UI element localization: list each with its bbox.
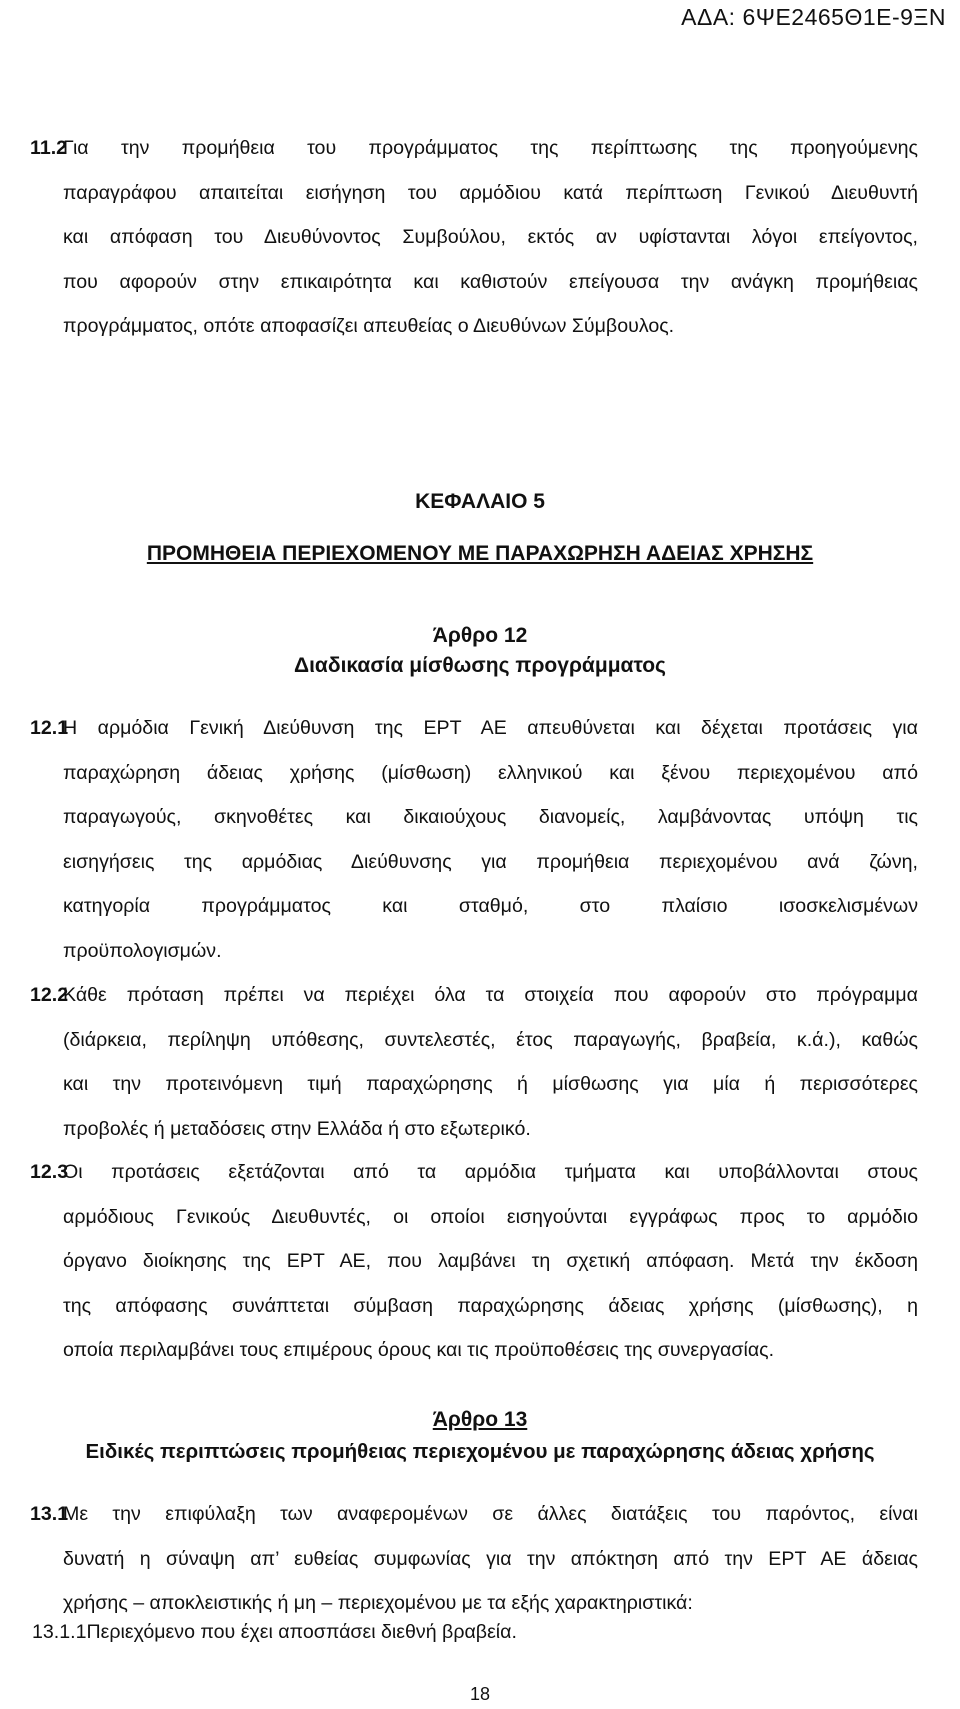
page-number: 18 bbox=[469, 1684, 491, 1704]
text-line: προϋπολογισμών. bbox=[63, 939, 222, 962]
paragraph-number: 12.3 bbox=[30, 1161, 69, 1183]
article-12-subtitle: Διαδικασία μίσθωσης προγράμματος bbox=[294, 654, 666, 677]
ada-code: ΑΔΑ: 6ΨΕ2465Θ1Ε-9ΞΝ bbox=[681, 4, 946, 30]
paragraph-text bbox=[63, 706, 918, 973]
text-line: προβολές ή μεταδόσεις στην Ελλάδα ή στο εξωτερικό. bbox=[63, 1117, 531, 1140]
text-line: που αφορούν στην επικαιρότητα και καθιστούν επείγουσα την ανάγκη προμήθειας bbox=[63, 270, 918, 293]
text-line: παραχώρηση άδειας χρήσης (μίσθωση) ελληνικού και ξένου περιεχομένου από bbox=[63, 761, 918, 784]
paragraph-number: 11.2 bbox=[30, 137, 68, 159]
article-12-title: Άρθρο 12 bbox=[432, 624, 528, 647]
text-line: προγράμματος, οπότε αποφασίζει απευθείας ο Διευθύνων Σύμβουλος. bbox=[63, 315, 675, 337]
paragraph-12-1 bbox=[30, 706, 918, 973]
paragraph-number: 12.2 bbox=[30, 984, 69, 1006]
text-line: Η αρμόδια Γενική Διεύθυνση της ΕΡΤ ΑΕ απευθύνεται και δέχεται προτάσεις για bbox=[63, 717, 918, 739]
text-line: και την προτεινόμενη τιμή παραχώρησης ή μίσθωσης για μία ή περισσότερες bbox=[63, 1073, 918, 1095]
chapter-label: ΚΕΦΑΛΑΙΟ 5 bbox=[415, 490, 545, 513]
text-line: κατηγορία προγράμματος και σταθμό, στο πλαίσιο ισοσκελισμένων bbox=[63, 895, 918, 917]
paragraph-13-1 bbox=[30, 1492, 918, 1626]
text-line: χρήσης – αποκλειστικής ή μη – περιεχομένου με τα εξής χαρακτηριστικά: bbox=[63, 1592, 693, 1614]
paragraph-11-2 bbox=[30, 126, 918, 349]
text-line: παραγράφου απαιτείται εισήγηση του αρμόδιου κατά περίπτωση Γενικού Διευθυντή bbox=[63, 181, 918, 204]
text-line: όργανο διοίκησης της ΕΡΤ ΑΕ, που λαμβάνει τη σχετική απόφαση. Μετά την έκδοση bbox=[63, 1250, 918, 1272]
article-13-title: Άρθρο 13 bbox=[432, 1408, 528, 1431]
paragraph-12-3 bbox=[30, 1150, 918, 1373]
paragraph-number: 13.1 bbox=[30, 1503, 69, 1525]
paragraph-12-2 bbox=[30, 973, 918, 1151]
text-line: Με την επιφύλαξη των αναφερομένων σε άλλες διατάξεις του παρόντος, είναι bbox=[63, 1503, 918, 1525]
text-line: και απόφαση του Διευθύνοντος Συμβούλου, εκτός αν υφίστανται λόγοι επείγοντος, bbox=[63, 226, 918, 248]
subparagraph-13-1-1 bbox=[32, 1621, 517, 1644]
text-line: εισηγήσεις της αρμόδιας Διεύθυνσης για προμήθεια περιεχομένου ανά ζώνη, bbox=[63, 850, 918, 873]
text-line: οποία περιλαμβάνει τους επιμέρους όρους και τις προϋποθέσεις της συνεργασίας. bbox=[63, 1339, 775, 1361]
paragraph-text bbox=[63, 973, 918, 1151]
text-line: Οι προτάσεις εξετάζονται από τα αρμόδια τμήματα και υποβάλλονται στους bbox=[63, 1161, 918, 1183]
text-line: της απόφασης συνάπτεται σύμβαση παραχώρησης άδειας χρήσης (μίσθωσης), η bbox=[63, 1294, 918, 1317]
subparagraph-text: Περιεχόμενο που έχει αποσπάσει διεθνή βραβεία. bbox=[86, 1621, 517, 1643]
text-line: παραγωγούς, σκηνοθέτες και δικαιούχους διανομείς, λαμβάνοντας υπόψη τις bbox=[63, 806, 918, 828]
paragraph-text bbox=[63, 126, 918, 349]
subparagraph-number: 13.1.1 bbox=[32, 1621, 87, 1643]
paragraph-text bbox=[63, 1492, 918, 1626]
paragraph-text bbox=[63, 1150, 918, 1373]
text-line: (διάρκεια, περίληψη υπόθεσης, συντελεστές, έτος παραγωγής, βραβεία, κ.ά.), καθώς bbox=[63, 1028, 918, 1051]
text-line: αρμόδιους Γενικούς Διευθυντές, οι οποίοι εισηγούνται εγγράφως προς το αρμόδιο bbox=[63, 1205, 918, 1228]
article-13-subtitle: Ειδικές περιπτώσεις προμήθειας περιεχομένου με παραχώρησης άδειας χρήσης bbox=[85, 1440, 875, 1463]
text-line: Κάθε πρόταση πρέπει να περιέχει όλα τα στοιχεία που αφορούν στο πρόγραμμα bbox=[63, 984, 918, 1006]
text-line: Για την προμήθεια του προγράμματος της περίπτωσης της προηγούμενης bbox=[63, 137, 918, 159]
paragraph-number: 12.1 bbox=[30, 717, 69, 739]
chapter-title: ΠΡΟΜΗΘΕΙΑ ΠΕΡΙΕΧΟΜΕΝΟΥ ΜΕ ΠΑΡΑΧΩΡΗΣΗ ΑΔΕΙΑΣ ΧΡΗΣΗΣ bbox=[146, 542, 814, 565]
text-line: δυνατή η σύναψη απ’ ευθείας συμφωνίας για την απόκτηση από την ΕΡΤ ΑΕ άδειας bbox=[63, 1547, 918, 1570]
